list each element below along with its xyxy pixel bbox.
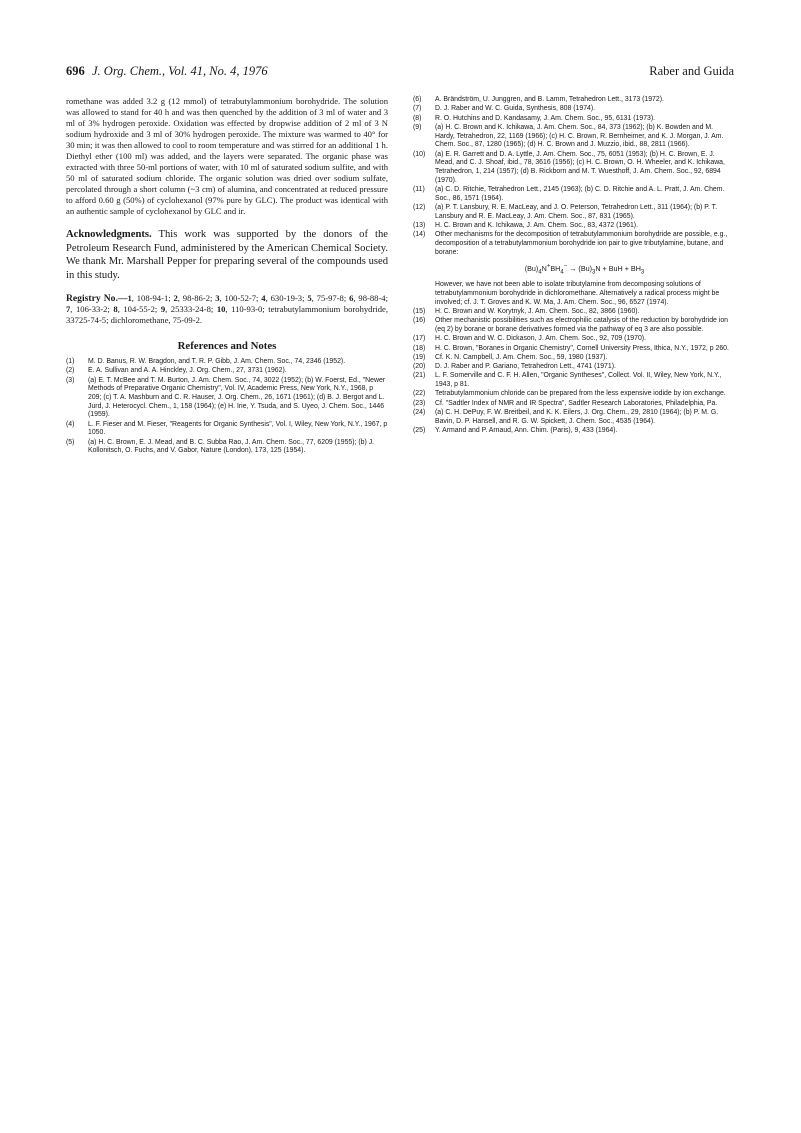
registry-compound-number: 1 [127, 293, 132, 303]
reference-number: (9) [413, 123, 422, 131]
reference-number: (24) [413, 409, 426, 417]
journal-citation: J. Org. Chem., Vol. 41, No. 4, 1976 [92, 64, 268, 78]
acknowledgments-heading: Acknowledgments. [66, 229, 152, 240]
reference-item [413, 96, 734, 105]
registry-compound-number: 9 [160, 304, 166, 314]
reference-item [413, 231, 734, 257]
registry-cas-number: , 108-94-1; [131, 293, 174, 303]
reference-number: (5) [66, 438, 75, 446]
reference-item [413, 105, 734, 114]
registry-compound-number: 3 [215, 293, 220, 303]
registry-compound-number: 2 [173, 293, 178, 303]
reference-number: (25) [413, 427, 426, 435]
reference-number: (10) [413, 150, 426, 158]
running-head-authors: Raber and Guida [649, 64, 734, 78]
reference-number: (6) [413, 96, 422, 103]
reference-item [413, 409, 734, 426]
experimental-paragraph: romethane was added 3.2 g (12 mmol) of tetrabutylammonium borohydride. The solution was allowed to stand for 40 h and was then quenched by the addition of 3 ml of water and 3 ml of 3% hydrogen peroxide. Oxidation was effected by dropwise addition of 2 ml of 3 N sodium hydroxide and 3 ml of 30% hydrogen peroxide. The mixture was warmed to 40° for 30 min; it was then allowed to cool to room temperature and was stirred for an additional 1 h. Diethyl ether (100 ml) was added, and the layers were separated. The organic phase was extracted with three 50-ml portions of water, with 10 ml of saturated sodium sulfite, and with 50 ml of saturated sodium chloride. The organic solution was dried over sodium sulfate, percolated through a short column (~3 cm) of alumina, and concentrated at reduced pressure to afford 0.60 g (50%) of cyclohexanol (97% pure by GLC). The product was identical with an authentic sample of cyclohexanol by GLC and ir. [66, 96, 388, 216]
reference-text: E. A. Sullivan and A. A. Hinckley, J. Org. Chem., 27, 3731 (1962). [88, 367, 287, 375]
registry-compound-number: 8 [113, 304, 118, 314]
reference-number: (20) [413, 363, 426, 371]
reference-text: Other mechanisms for the decomposition of tetrabutylammonium borohydride are possible, e.g., decomposition of a tetrabutylammonium borohydride ion pair to give tributylamine, butane, and borane: [435, 231, 728, 256]
ref14-continuation: However, we have not been able to isolate tributylamine from decomposing solutions of tetrabutylammonium borohydride in dichloromethane. Alternatively a radical process might be involved; cf. J. T. Groves and K. W. Ma, J. Am. Chem. Soc., 96, 6527 (1974). [435, 281, 720, 306]
reference-number: (23) [413, 399, 426, 407]
reference-number: (13) [413, 222, 426, 229]
references-heading: References and Notes [177, 340, 277, 352]
registry-cas-number: , 106-33-2; [70, 304, 114, 314]
registry-cas-number: , 110-93-0; [225, 304, 269, 314]
reference-item [66, 367, 388, 376]
page-header [66, 64, 734, 82]
registry-tail: tetrabutylammonium borohydride, 33725-74-5; dichloromethane, 75-09-2. [66, 304, 388, 325]
registry-cas-number: , 75-97-8; [311, 293, 350, 303]
reference-number: (2) [66, 367, 75, 375]
reference-item [66, 421, 388, 438]
reference-text: H. C. Brown and W. Korytnyk, J. Am. Chem. Soc., 82, 3866 (1960). [435, 307, 640, 315]
left-column [66, 96, 388, 457]
registry-heading: Registry No. [66, 293, 118, 304]
reference-text: R. O. Hutchins and D. Kandasamy, J. Am. Chem. Soc., 95, 6131 (1973). [435, 114, 656, 122]
reference-item [413, 363, 734, 372]
registry-compound-number: 4 [261, 293, 266, 303]
reference-text: Cf. K. N. Campbell, J. Am. Chem. Soc., 59, 1980 (1937). [435, 353, 608, 361]
reference-item [66, 377, 388, 421]
registry-compound-number: 7 [66, 304, 71, 314]
reference-text: Y. Armand and P. Arnaud, Ann. Chim. (Paris), 9, 433 (1964). [435, 427, 618, 435]
reference-number: (8) [413, 114, 422, 122]
reference-number: (17) [413, 335, 426, 343]
reference-text: (a) H. C. Brown, E. J. Mead, and B. C. Subba Rao, J. Am. Chem. Soc., 77, 6209 (1955); (b) J. Kollonitsch, O. Fuchs, and V. Gabor, Nature (London), 173, 125 (1954). [88, 438, 375, 455]
reference-text: M. D. Banus, R. W. Bragdon, and T. R. P. Gibb, J. Am. Chem. Soc., 74, 2346 (1952). [88, 358, 346, 365]
reference-number: (7) [413, 105, 422, 113]
registry-compound-number: 5 [307, 293, 312, 303]
reference-item [413, 317, 734, 334]
reference-text: Other mechanistic possibilities such as electrophilic catalysis of the reduction by borohydride ion (eq 2) by borane or borane derivatives formed via the pathway of eq 3 are also possible. [435, 317, 728, 333]
reference-item [413, 124, 734, 150]
ref14-continuation-wrap [413, 281, 734, 307]
reference-number: (14) [413, 231, 426, 239]
reference-item [413, 427, 734, 436]
reference-item [413, 115, 734, 124]
reference-item [66, 358, 388, 367]
reference-item [413, 390, 734, 399]
reference-text: H. C. Brown and K. Ichikawa, J. Am. Chem. Soc., 83, 4372 (1961). [435, 222, 638, 229]
registry-cas-number: , 98-86-2; [177, 293, 216, 303]
reference-item [413, 354, 734, 363]
decomposition-equation: $(Bu)_4N^+BH_4^- \to (Bu)_3N$ + BuH + $BH_3$ [524, 263, 645, 276]
reference-text: (a) E. R. Garrett and D. A. Lyttle, J. Am. Chem. Soc., 75, 6051 (1953); (b) H. C. Brown, E. J. Mead, and C. J. Shoaf, ibid., 78, 3616 (1956); (c) H. C. Brown, O. H. Wheeler, and K. Ichikawa, Tetrahedron, 1, 214 (1957); (d) B. Rickborn and M. T. Wuesthoff, J. Am. Chem. Soc., 92, 6894 (1970). [435, 150, 725, 184]
reference-item [413, 400, 734, 409]
reference-text: L. F. Fieser and M. Fieser, "Reagents for Organic Synthesis", Vol. I, Wiley, New York, N.Y., 1967, p 1050. [88, 420, 388, 437]
registry-cas-number: , 25333-24-8; [165, 304, 217, 314]
reference-item [413, 372, 734, 389]
reference-item [66, 439, 388, 456]
reference-text: (a) H. C. Brown and K. Ichikawa, J. Am. Chem. Soc., 84, 373 (1962); (b) K. Bowden and M. Hardy, Tetrahedron, 22, 1169 (1966); (c) H. C. Brown, R. Bernheimer, and K. J. Morgan, J. Am. Chem. Soc., 87, 1280 (1965); (d) H. C. Brown and J. Muzzio, ibid., 88, 2811 (1966). [435, 123, 724, 149]
registry-cas-number: , 104-55-2; [117, 304, 161, 314]
reference-number: (19) [413, 353, 426, 361]
reference-text: L. F. Somerville and C. F. H. Allen, "Organic Syntheses", Collect. Vol. II, Wiley, New York, N.Y., 1943, p 81. [435, 372, 722, 389]
references-list-right-b [413, 308, 734, 436]
reference-text: D. J. Raber and W. C. Guida, Synthesis, 808 (1974). [435, 105, 596, 113]
reference-item [413, 335, 734, 344]
registry-numbers: Registry No.—1, 108-94-1; 2, 98-86-2; 3, 100-52-7; 4, 630-19-3; 5, 75-97-8; 6, 98-88-4; 7, 106-33-2; 8, 104-55-2; 9, 25333-24-8; 10, 110-93-0; tetrabutylammonium borohydride, 33725-74-5; dichloromethane, 75-09-2. [66, 293, 388, 325]
reference-text: H. C. Brown, "Boranes in Organic Chemistry", Cornell University Press, Ithica, N.Y., 1972, p 260. [435, 344, 729, 352]
reference-number: (18) [413, 344, 426, 352]
reference-number: (11) [413, 186, 425, 193]
reference-text: H. C. Brown and W. C. Dickason, J. Am. Chem. Soc., 92, 709 (1970). [435, 335, 647, 343]
acknowledgments-text: This work was supported by the donors of the Petroleum Research Fund, administered by the American Chemical Society. We thank Mr. Marshall Pepper for preparing several of the compounds used in this study. [66, 229, 388, 281]
reference-number: (4) [66, 420, 75, 428]
registry-cas-number: , 100-52-7; [219, 293, 262, 303]
reference-text: D. J. Raber and P. Gariano, Tetrahedron Lett., 4741 (1971). [435, 363, 616, 371]
reference-number: (15) [413, 307, 426, 315]
registry-compound-number: 10 [216, 304, 226, 314]
reference-text: (a) C. H. DePuy, F. W. Breitbeil, and K. K. Eilers, J. Org. Chem., 29, 2810 (1964); (b) P. M. G. Bavin, D. P. Hansell, and R. G. W. Spickett, J. Chem. Soc., 4535 (1964). [435, 409, 719, 425]
reference-item [413, 345, 734, 354]
reference-item [413, 186, 734, 203]
registry-compound-number: 6 [349, 293, 354, 303]
reference-text: Tetrabutylammonium chloride can be prepared from the less expensive iodide by ion exchange. [435, 390, 726, 398]
reference-number: (3) [66, 376, 75, 384]
references-list-left [66, 358, 388, 456]
reference-number: (22) [413, 390, 426, 398]
reference-number: (16) [413, 317, 426, 325]
registry-cas-number: , 630-19-3; [265, 293, 308, 303]
references-list-right-a [413, 96, 734, 257]
reference-item [413, 222, 734, 231]
reference-text: (a) C. D. Ritchie, Tetrahedron Lett., 2145 (1963); (b) C. D. Ritchie and A. L. Pratt, J. Am. Chem. Soc., 86, 1571 (1964). [435, 186, 725, 202]
reference-number: (1) [66, 358, 75, 365]
right-column [413, 96, 734, 436]
reference-number: (12) [413, 204, 426, 211]
reference-text: (a) P. T. Lansbury, R. E. MacLeay, and J. O. Peterson, Tetrahedron Lett., 311 (1964); (b) P. T. Lansbury and R. E. MacLeay, J. Am. Chem. Soc., 87, 831 (1965). [435, 204, 718, 220]
reference-text: A. Brändström, U. Junggren, and B. Lamm, Tetrahedron Lett., 3173 (1972). [435, 96, 664, 103]
registry-cas-number: , 98-88-4; [353, 293, 388, 303]
reference-text: Cf. "Sadtler Index of NMR and IR Spectra", Sadtler Research Laboratories, Philadelphia, Pa. [435, 399, 718, 407]
reference-text: (a) E. T. McBee and T. M. Burton, J. Am. Chem. Soc., 74, 3022 (1952); (b) W. Foerst, Ed., "Newer Methods of Preparative Organic Chemistry", Vol. IV, Academic Press, New York, N.Y., 1968, p 209; (c) T. A. Mashburn and C. R. Hauser, J. Org. Chem., 26, 1671 (1961); (d) B. J. Bergot and L. Jurd, J. Heterocycl. Chem., 1, 158 (1964); (e) H. Irie, Y. Tsuda, and S. Uyeo, J. Chem. Soc., 1446 (1959). [88, 376, 386, 419]
reference-item [413, 204, 734, 221]
page-number: 696 [66, 64, 85, 78]
reference-item [413, 308, 734, 317]
acknowledgments-section [66, 228, 388, 282]
reference-item [413, 151, 734, 186]
reference-number: (21) [413, 372, 426, 380]
